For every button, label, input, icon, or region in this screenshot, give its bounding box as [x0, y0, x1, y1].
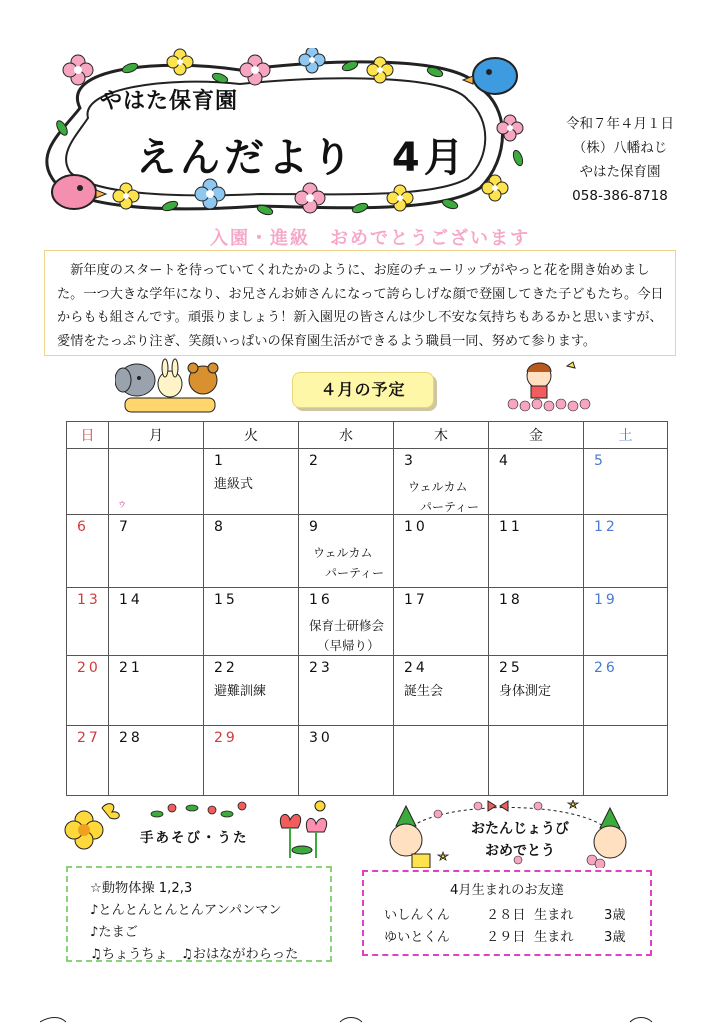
day-number: 11 — [499, 519, 523, 535]
weekday-header: 日 — [67, 422, 109, 449]
calendar-day-cell — [67, 515, 109, 588]
greeting-heading: 入園・進級 おめでとうございます — [210, 228, 530, 249]
company-name: （株）八幡ねじ — [572, 140, 668, 156]
day-events — [299, 616, 393, 656]
issue-date: 令和７年４月１日 — [566, 116, 674, 132]
calendar-day-cell — [489, 656, 584, 726]
event-label: ウェルカム — [313, 546, 373, 560]
day-number: 3 — [404, 453, 416, 469]
day-number: 19 — [594, 592, 618, 608]
event-label: 避難訓練 — [214, 684, 267, 699]
sender-school: やはた保育園 — [579, 164, 661, 180]
child-age: 3歳 — [604, 930, 626, 945]
calendar-day-cell — [394, 726, 489, 796]
birth-label: 生まれ — [534, 908, 574, 923]
day-events — [489, 682, 583, 702]
play-item: ♪たまご — [90, 925, 138, 940]
calendar-day-cell — [489, 449, 584, 515]
calendar-day-cell — [584, 515, 668, 588]
calendar-day-cell — [204, 656, 299, 726]
day-number: 13 — [77, 592, 101, 608]
calendar-day-cell — [584, 449, 668, 515]
footer-ornament — [40, 1016, 690, 1024]
intro-box — [44, 250, 676, 356]
april-calendar — [66, 421, 668, 796]
calendar-week-row — [67, 449, 668, 515]
weekday-header: 月 — [109, 422, 204, 449]
day-number: 23 — [309, 660, 333, 676]
weekday-header: 水 — [299, 422, 394, 449]
weekday-header-row — [67, 422, 668, 449]
day-number: 30 — [309, 730, 333, 746]
event-label: ウェルカム — [408, 480, 468, 494]
event-label: 進級式 — [214, 477, 254, 492]
calendar-week-row — [67, 588, 668, 656]
calendar-day-cell — [109, 656, 204, 726]
pink-bird-icon — [52, 175, 106, 209]
day-number: 18 — [499, 592, 523, 608]
day-number: 21 — [119, 660, 143, 676]
day-number: 16 — [309, 592, 333, 608]
event-label: （早帰り） — [317, 638, 380, 653]
day-events — [394, 682, 488, 702]
day-number: 4 — [499, 453, 511, 469]
calendar-day-cell — [489, 588, 584, 656]
sender-info — [540, 112, 700, 208]
weekday-header: 金 — [489, 422, 584, 449]
child-age: 3歳 — [604, 908, 626, 923]
birthday-row — [384, 904, 640, 926]
play-songs-box — [66, 866, 332, 962]
newsletter-title — [136, 126, 468, 183]
day-number: 15 — [214, 592, 238, 608]
day-number: 1 — [214, 453, 226, 469]
blue-bird-icon — [463, 58, 517, 94]
calendar-body — [67, 449, 668, 796]
day-events — [394, 477, 488, 517]
calendar-day-cell — [204, 726, 299, 796]
day-events — [299, 543, 393, 583]
child-name: いしんくん — [384, 908, 450, 923]
play-item: ♪とんとんとんとんアンパンマン — [90, 903, 282, 918]
newsletter-month: 4月 — [391, 135, 468, 181]
calendar-day-cell — [67, 449, 109, 515]
calendar-day-cell — [299, 449, 394, 515]
school-name: やはた保育園 — [100, 89, 239, 114]
calendar-day-cell — [489, 515, 584, 588]
calendar-week-row — [67, 515, 668, 588]
birthday-heading: 4月生まれのお友達 — [450, 883, 564, 898]
calendar-day-cell — [299, 515, 394, 588]
calendar-day-cell — [109, 588, 204, 656]
day-number: 27 — [77, 730, 101, 746]
newsletter-title-text: えんだより — [136, 135, 356, 181]
phone-number: 058-386-8718 — [572, 188, 668, 204]
birthday-box — [362, 870, 652, 956]
calendar-day-cell — [394, 515, 489, 588]
calendar-day-cell — [584, 656, 668, 726]
day-number: 7 — [119, 519, 131, 535]
day-number: 29 — [214, 730, 238, 746]
girl-with-flowers-illustration — [505, 358, 595, 414]
child-name: ゆいとくん — [384, 930, 450, 945]
animals-illustration — [115, 358, 225, 416]
day-number: 6 — [77, 519, 89, 535]
weekday-header: 木 — [394, 422, 489, 449]
day-number: 14 — [119, 592, 143, 608]
day-number: 5 — [594, 453, 606, 469]
calendar-day-cell — [204, 449, 299, 515]
day-number: 26 — [594, 660, 618, 676]
calendar-day-cell — [204, 588, 299, 656]
day-number: 9 — [309, 519, 321, 535]
birthday-title-line1: おたんじょうび — [471, 821, 569, 837]
cell-note: ゥ — [117, 499, 127, 510]
birth-date: ２８日 — [486, 908, 526, 923]
day-number: 22 — [214, 660, 238, 676]
birth-label: 生まれ — [534, 930, 574, 945]
day-number: 8 — [214, 519, 226, 535]
calendar-day-cell — [299, 656, 394, 726]
calendar-day-cell — [394, 588, 489, 656]
day-number: 10 — [404, 519, 428, 535]
calendar-day-cell — [109, 515, 204, 588]
calendar-day-cell — [299, 588, 394, 656]
event-label: 身体測定 — [499, 684, 552, 699]
day-number: 24 — [404, 660, 428, 676]
intro-text: 新年度のスタートを待っていてくれたかのように、お庭のチューリップがやっと花を開き始めました。一つ大きな学年になり、お兄さんお姉さんになって誇らしげな顔で登園してきた子どもたち。今日からもも組さんです。頑張りましょう！新入園児の皆さんは少し不安な気持ちもあるかと思いますが、愛情をたっぷり注ぎ、笑顔いっぱいの保育園生活ができるよう職員一同、努めて参ります。 — [57, 263, 664, 349]
day-number: 12 — [594, 519, 618, 535]
birthday-title-line2: おめでとう — [485, 843, 555, 859]
calendar-day-cell — [67, 656, 109, 726]
day-events — [204, 682, 298, 702]
day-number: 2 — [309, 453, 321, 469]
day-number: 25 — [499, 660, 523, 676]
day-number: 28 — [119, 730, 143, 746]
birthday-title — [420, 818, 620, 862]
calendar-day-cell — [109, 726, 204, 796]
weekday-header: 土 — [584, 422, 668, 449]
calendar-week-row — [67, 656, 668, 726]
weekday-header: 火 — [204, 422, 299, 449]
calendar-day-cell — [394, 656, 489, 726]
calendar-day-cell — [299, 726, 394, 796]
event-label: パーティー — [420, 500, 480, 514]
event-label: 誕生会 — [404, 684, 444, 699]
calendar-day-cell — [489, 726, 584, 796]
calendar-day-cell — [584, 588, 668, 656]
play-section-title: 手あそび・うた — [140, 830, 249, 846]
calendar-day-cell — [67, 726, 109, 796]
event-label: パーティー — [325, 566, 385, 580]
day-events — [204, 475, 298, 495]
calendar-day-cell — [109, 449, 204, 515]
schedule-label: ４月の予定 — [292, 372, 434, 408]
calendar-day-cell — [67, 588, 109, 656]
birthday-row — [384, 926, 640, 948]
play-item: ☆動物体操 1,2,3 — [90, 881, 193, 896]
calendar-day-cell — [394, 449, 489, 515]
day-number: 20 — [77, 660, 101, 676]
calendar-week-row — [67, 726, 668, 796]
calendar-day-cell — [204, 515, 299, 588]
event-label: 保育士研修会 — [309, 618, 385, 633]
play-item: ♫ちょうちょ ♫おはながわらった — [90, 947, 299, 962]
day-number: 17 — [404, 592, 428, 608]
calendar-day-cell — [584, 726, 668, 796]
birth-date: ２９日 — [486, 930, 526, 945]
